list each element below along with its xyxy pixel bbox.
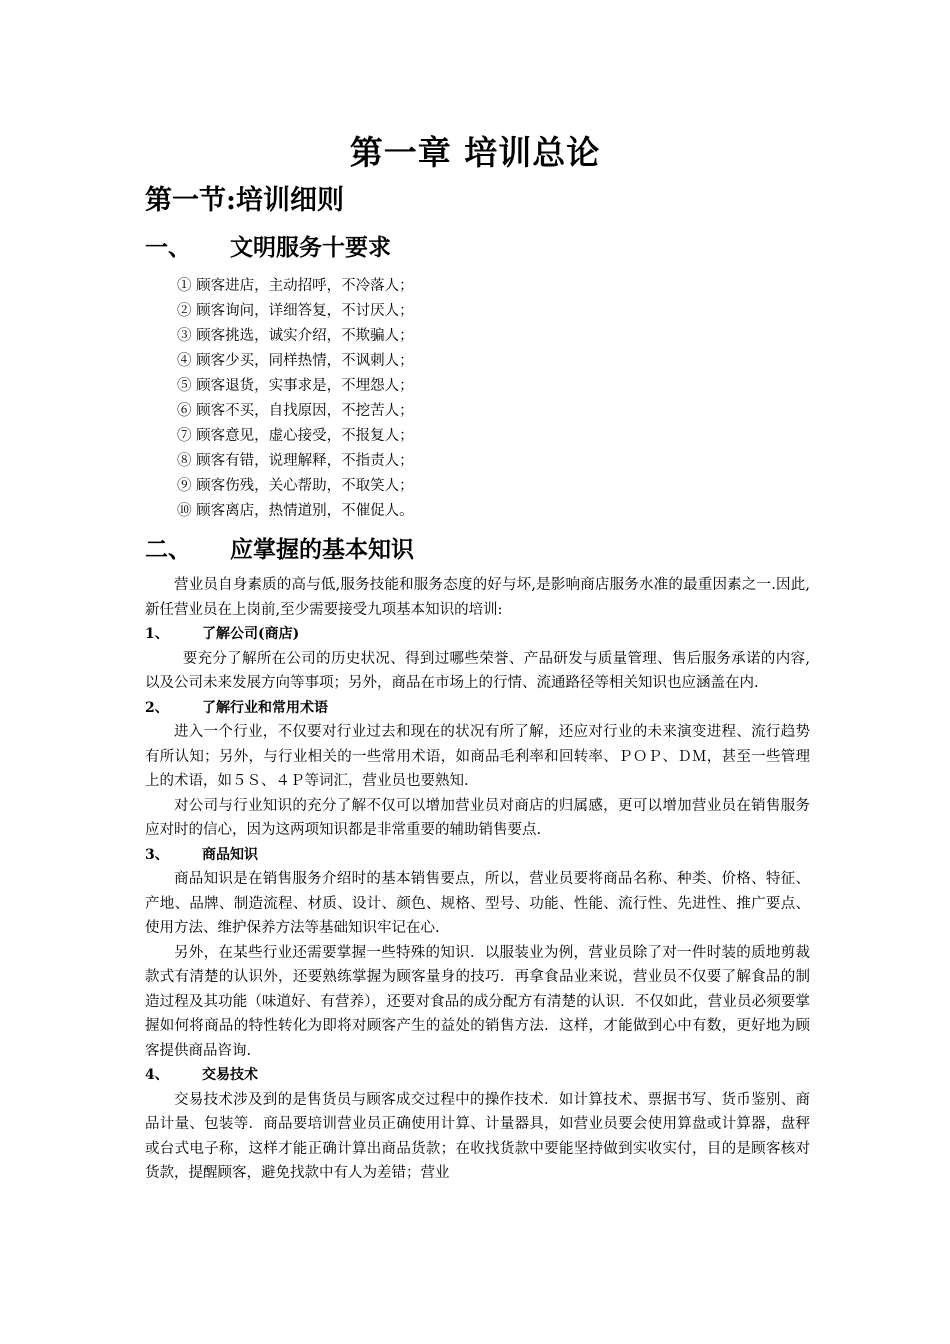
part1-number: 一、 bbox=[145, 234, 191, 261]
part1-heading bbox=[145, 233, 391, 263]
section-title: 第一节:培训细则 bbox=[145, 185, 344, 216]
rule-item: ③ 顾客挑选，诚实介绍，不欺骗人； bbox=[177, 328, 414, 344]
rule-item: ④ 顾客少买，同样热情，不讽刺人； bbox=[177, 353, 414, 369]
paragraph: 交易技术涉及到的是售货员与顾客成交过程中的操作技术．如计算技术、票据书写、货币鉴别、商品计量、包装等．商品要培训营业员正确使用计算、计量器具，如营业员要会使用算盘或计算器，盘秤或台式电子称，这样才能正确计算出商品货款；在收找货款中要能坚持做到实收实付，目的是顾客核对货款，提醒顾客，避免找款中有人为差错；营业 bbox=[145, 1091, 810, 1181]
rule-item: ⑩ 顾客离店，热情道别，不催促人。 bbox=[177, 503, 414, 519]
subsection-number: 3、 bbox=[145, 846, 169, 863]
rule-item: ⑤ 顾客退货，实事求是，不埋怨人； bbox=[177, 378, 414, 394]
part2-heading bbox=[145, 535, 414, 565]
part2-number: 二、 bbox=[145, 536, 191, 563]
subsection-heading bbox=[145, 622, 810, 647]
part1-title: 文明服务十要求 bbox=[230, 234, 391, 261]
rule-item: ⑦ 顾客意见，虚心接受，不报复人； bbox=[177, 428, 414, 444]
rule-item: ⑨ 顾客伤残，关心帮助，不取笑人； bbox=[177, 478, 414, 494]
part2-body bbox=[145, 573, 810, 1186]
rule-item: ⑧ 顾客有错，说理解释，不指责人； bbox=[177, 453, 414, 469]
subsection-title: 交易技术 bbox=[202, 1067, 258, 1083]
chapter-title: 第一章 培训总论 bbox=[349, 133, 601, 172]
paragraph: 商品知识是在销售服务介绍时的基本销售要点，所以，营业员要将商品名称、种类、价格、特征、产地、品牌、制造流程、材质、设计、颜色、规格、型号、功能、性能、流行性、先进性、推广要点、使用方法、维护保养方法等基础知识牢记在心. bbox=[145, 871, 810, 936]
paragraph: 进入一个行业，不仅要对行业过去和现在的状况有所了解，还应对行业的未来演变进程、流行趋势有所认知；另外，与行业相关的一些常用术语，如商品毛利率和回转率、ＰＯＰ、ＤＭ，甚至一些管理上的术语，如５Ｓ、４Ｐ等词汇，营业员也要熟知. bbox=[145, 724, 810, 789]
part2-intro: 营业员自身素质的高与低,服务技能和服务态度的好与坏,是影响商店服务水准的最重因素之一.因此,新任营业员在上岗前,至少需要接受九项基本知识的培训: bbox=[145, 577, 810, 618]
paragraph: 另外，在某些行业还需要掌握一些特殊的知识．以服装业为例，营业员除了对一件时装的质地剪裁款式有清楚的认识外，还要熟练掌握为顾客量身的技巧．再拿食品业来说，营业员不仅要了解食品的制造过程及其功能（味道好、有营养），还要对食品的成分配方有清楚的认识．不仅如此，营业员必须要掌握如何将商品的特性转化为即将对顾客产生的益处的销售方法．这样，才能做到心中有数，更好地为顾客提供商品咨询. bbox=[145, 944, 810, 1059]
rule-item: ② 顾客询问，详细答复，不讨厌人； bbox=[177, 303, 414, 319]
subsection-title: 了解公司(商店) bbox=[202, 626, 300, 642]
part2-title: 应掌握的基本知识 bbox=[230, 536, 414, 563]
subsection-heading bbox=[145, 843, 810, 868]
subsection-number: 1、 bbox=[145, 626, 169, 642]
subsection-title: 商品知识 bbox=[202, 846, 258, 863]
paragraph: 要充分了解所在公司的历史状况、得到过哪些荣誉、产品研发与质量管理、售后服务承诺的内容,以及公司未来发展方向等事项；另外，商品在市场上的行情、流通路径等相关知识也应涵盖在内. bbox=[145, 650, 810, 691]
subsection-title: 了解行业和常用术语 bbox=[202, 699, 328, 716]
subsection-number: 2、 bbox=[145, 699, 169, 716]
subsection-number: 4、 bbox=[145, 1067, 169, 1083]
subsection-heading bbox=[145, 1063, 810, 1088]
paragraph: 对公司与行业知识的充分了解不仅可以增加营业员对商店的归属感，更可以增加营业员在销售服务应对时的信心，因为这两项知识都是非常重要的辅助销售要点. bbox=[145, 797, 810, 838]
service-rules-list bbox=[177, 274, 414, 524]
subsection-heading bbox=[145, 696, 810, 721]
rule-item: ⑥ 顾客不买，自找原因，不挖苦人； bbox=[177, 403, 414, 419]
rule-item: ① 顾客进店，主动招呼，不冷落人； bbox=[177, 278, 414, 294]
